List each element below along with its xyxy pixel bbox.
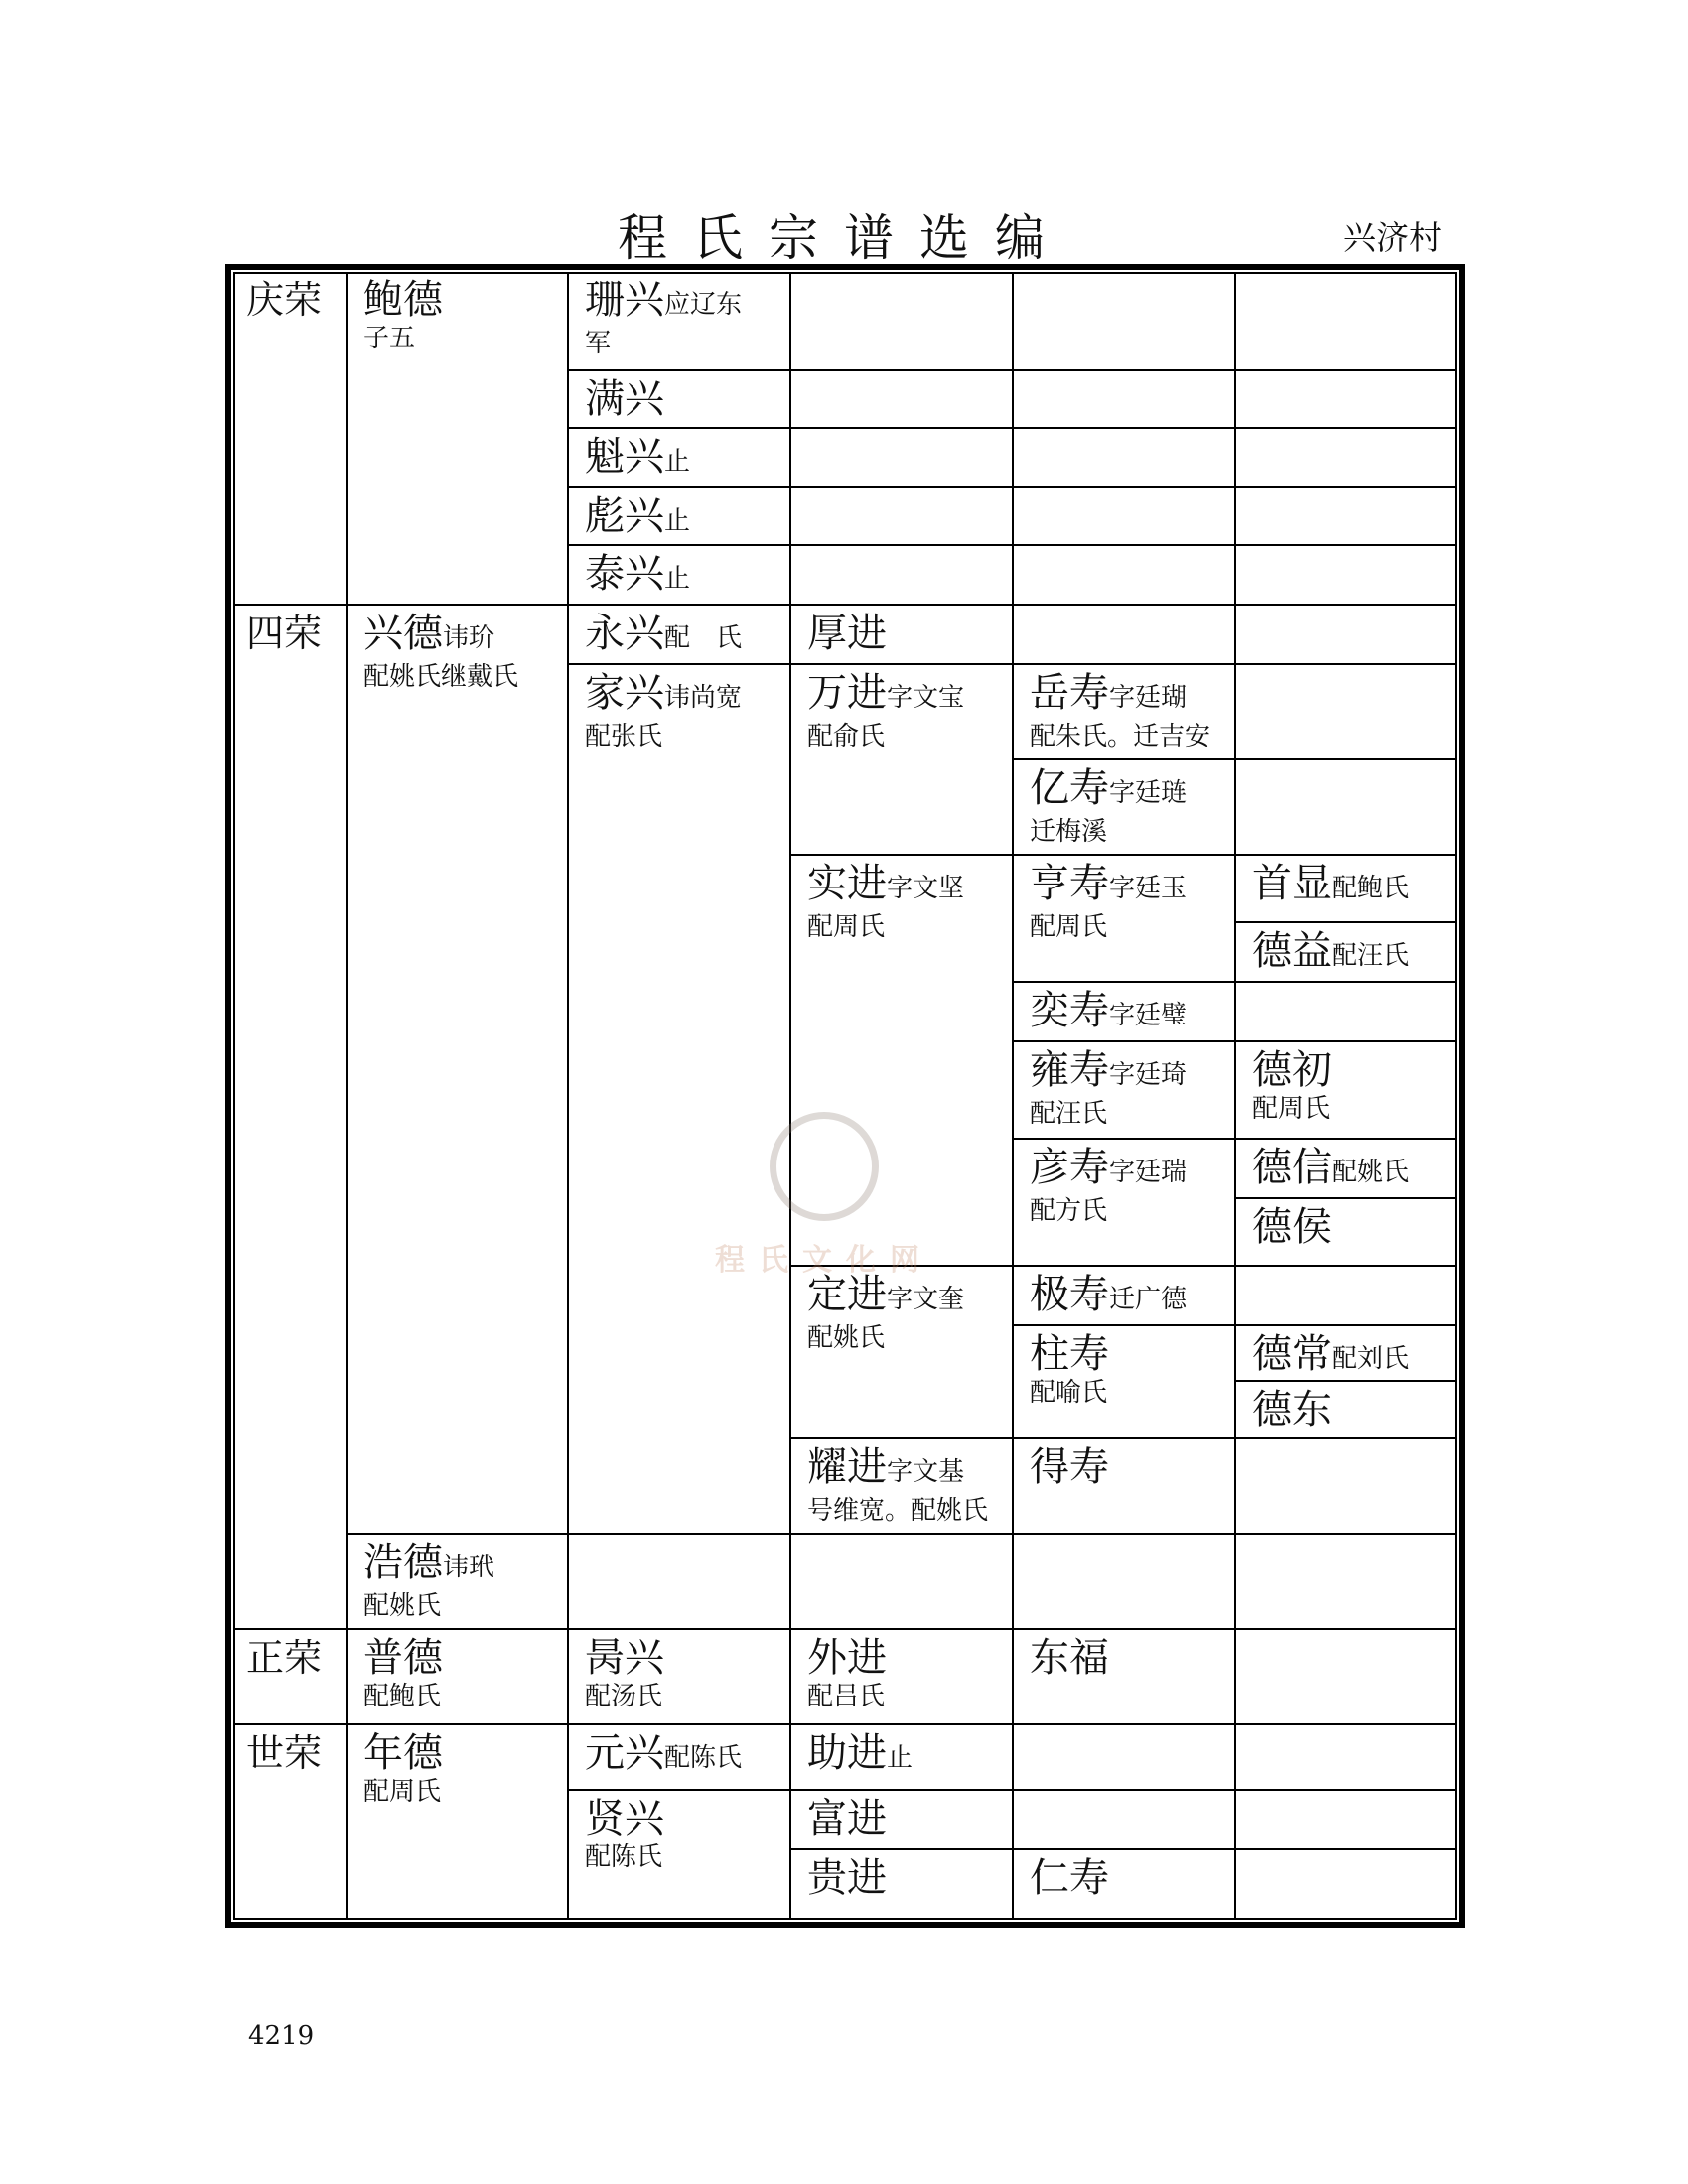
person-name: 耀进 <box>807 1444 887 1490</box>
person-entry <box>363 1636 443 1713</box>
person-note: 字文基 <box>887 1457 965 1487</box>
person-entry <box>1030 1332 1109 1410</box>
person-entry <box>1030 1445 1109 1489</box>
row-divider <box>233 1723 1457 1725</box>
person-entry <box>1030 1048 1187 1131</box>
person-name: 德信 <box>1252 1145 1332 1190</box>
page-number: 4219 <box>248 2021 315 2051</box>
person-entry <box>1252 1048 1332 1126</box>
column-divider <box>1234 272 1236 1920</box>
person-name: 富进 <box>807 1796 887 1842</box>
row-divider <box>1234 1197 1457 1199</box>
person-note: 配姚氏 <box>807 1323 886 1353</box>
person-note: 讳玳 <box>443 1553 495 1582</box>
row-divider <box>567 369 1457 371</box>
person-entry <box>807 1445 988 1528</box>
person-note: 字廷瑚 <box>1109 683 1188 713</box>
person-note: 配周氏 <box>1252 1094 1331 1124</box>
person-entry <box>1030 1636 1109 1680</box>
row-divider <box>1012 758 1457 760</box>
person-name: 奕寿 <box>1030 988 1109 1033</box>
person-entry <box>585 612 742 660</box>
person-entry <box>1252 929 1409 978</box>
person-note: 配鲍氏 <box>363 1682 442 1711</box>
person-name: 年德 <box>363 1730 443 1776</box>
person-note: 止 <box>664 447 691 477</box>
person-name: 岳寿 <box>1030 670 1109 716</box>
person-entry <box>807 862 964 944</box>
person-entry <box>363 1731 443 1809</box>
person-note: 字文坚 <box>887 874 965 903</box>
person-note: 应辽东 <box>664 290 743 320</box>
person-name: 亨寿 <box>1030 861 1109 906</box>
person-name: 彦寿 <box>1030 1145 1109 1190</box>
person-note: 号维宽。配姚氏 <box>807 1496 989 1526</box>
person-name: 德益 <box>1252 928 1332 974</box>
person-note: 字文宝 <box>887 683 965 713</box>
page-title: 程氏宗谱选编 <box>618 209 1070 267</box>
row-divider <box>1012 1324 1457 1326</box>
village-name: 兴济村 <box>1343 218 1442 257</box>
row-divider <box>1012 981 1457 983</box>
generation-label: 四荣 <box>246 612 323 655</box>
generation-label: 正荣 <box>246 1636 323 1680</box>
row-divider <box>789 1437 1457 1439</box>
person-note: 配张氏 <box>585 722 663 751</box>
row-divider <box>567 427 1457 429</box>
person-entry <box>585 1636 664 1713</box>
person-entry <box>1030 1273 1187 1321</box>
row-divider <box>567 663 1457 665</box>
person-note: 军 <box>585 329 612 358</box>
person-note: 配方氏 <box>1030 1196 1108 1226</box>
person-note: 讳玠 <box>443 623 495 653</box>
person-entry <box>1252 1388 1332 1432</box>
person-name: 万进 <box>807 670 887 716</box>
person-note: 配周氏 <box>807 912 886 942</box>
person-note: 配喻氏 <box>1030 1378 1108 1408</box>
row-divider <box>1012 1040 1457 1042</box>
person-entry <box>1030 1146 1187 1228</box>
person-name: 珊兴 <box>585 277 664 323</box>
person-name: 极寿 <box>1030 1272 1109 1317</box>
person-entry <box>585 552 690 601</box>
person-entry <box>585 1797 664 1874</box>
person-note: 字廷璧 <box>1109 1001 1188 1030</box>
person-name: 德东 <box>1252 1387 1332 1433</box>
person-entry <box>585 278 742 360</box>
person-name: 德常 <box>1252 1331 1332 1377</box>
person-name: 得寿 <box>1030 1444 1109 1490</box>
person-note: 配汪氏 <box>1030 1099 1108 1129</box>
person-entry <box>807 612 887 655</box>
person-note: 配朱氏。迁吉安 <box>1030 722 1211 751</box>
person-note: 迁广德 <box>1109 1285 1188 1314</box>
person-note: 配姚氏 <box>363 1591 442 1621</box>
person-note: 配姚氏继戴氏 <box>363 662 519 692</box>
row-divider <box>1012 1138 1457 1140</box>
person-entry <box>807 1731 913 1780</box>
person-note: 配周氏 <box>363 1777 442 1807</box>
person-entry <box>1030 766 1187 849</box>
person-note: 配姚氏 <box>1332 1158 1410 1187</box>
column-divider <box>789 272 791 1920</box>
person-note: 配汪氏 <box>1332 941 1410 971</box>
person-name: 贤兴 <box>585 1796 664 1842</box>
person-name: 东福 <box>1030 1635 1109 1681</box>
person-note: 字廷玉 <box>1109 874 1188 903</box>
person-note: 字文奎 <box>887 1285 965 1314</box>
person-entry <box>363 1541 494 1623</box>
person-entry <box>1030 989 1187 1037</box>
person-name: 首显 <box>1252 861 1332 906</box>
person-note: 配陈氏 <box>664 1743 743 1773</box>
person-entry <box>585 435 690 483</box>
row-divider <box>346 1533 1457 1535</box>
person-entry <box>807 1797 887 1841</box>
person-name: 外进 <box>807 1635 887 1681</box>
person-name: 定进 <box>807 1272 887 1317</box>
person-name: 仁寿 <box>1030 1855 1109 1901</box>
person-entry <box>1252 862 1409 910</box>
person-entry <box>1252 1205 1332 1249</box>
person-name: 普德 <box>363 1635 443 1681</box>
row-divider <box>233 604 1457 606</box>
person-name: 彪兴 <box>585 493 664 539</box>
person-note: 配陈氏 <box>585 1843 663 1872</box>
person-note: 配刘氏 <box>1332 1344 1410 1374</box>
person-name: 家兴 <box>585 670 664 716</box>
watermark-text: 程氏文化网 <box>715 1243 933 1278</box>
person-entry <box>1030 1856 1109 1900</box>
person-entry <box>807 1636 887 1713</box>
person-entry <box>807 1856 887 1900</box>
person-entry <box>1252 1146 1409 1194</box>
person-note: 配吕氏 <box>807 1682 886 1711</box>
person-entry <box>1030 862 1187 944</box>
person-name: 柱寿 <box>1030 1331 1109 1377</box>
person-name: 鲍德 <box>363 277 443 323</box>
person-note: 迁梅溪 <box>1030 817 1108 847</box>
person-name: 兴德 <box>363 611 443 656</box>
person-name: 昺兴 <box>585 1635 664 1681</box>
person-note: 配鲍氏 <box>1332 874 1410 903</box>
person-note: 止 <box>664 564 691 594</box>
person-name: 浩德 <box>363 1540 443 1585</box>
person-note: 配俞氏 <box>807 722 886 751</box>
row-divider <box>567 486 1457 488</box>
person-entry <box>363 612 518 694</box>
person-note: 字廷琏 <box>1109 778 1188 808</box>
person-note: 配周氏 <box>1030 912 1108 942</box>
row-divider <box>567 544 1457 546</box>
person-name: 元兴 <box>585 1730 664 1776</box>
person-entry <box>1252 1332 1409 1381</box>
generation-label: 世荣 <box>246 1731 323 1775</box>
person-name: 助进 <box>807 1730 887 1776</box>
person-name: 魁兴 <box>585 434 664 479</box>
person-entry <box>585 671 742 753</box>
person-name: 永兴 <box>585 611 664 656</box>
person-name: 雍寿 <box>1030 1047 1109 1093</box>
person-note: 止 <box>887 1743 914 1773</box>
person-note: 止 <box>664 506 691 536</box>
person-note: 讳尚宽 <box>664 683 743 713</box>
person-name: 厚进 <box>807 611 887 656</box>
person-entry <box>585 377 664 421</box>
person-note: 子五 <box>363 324 416 353</box>
person-name: 实进 <box>807 861 887 906</box>
person-entry <box>807 671 964 753</box>
column-divider <box>346 272 348 1920</box>
person-entry <box>585 494 690 543</box>
generation-label: 庆荣 <box>246 278 323 322</box>
person-note: 配汤氏 <box>585 1682 663 1711</box>
row-divider <box>1234 921 1457 923</box>
column-divider <box>1012 272 1014 1920</box>
column-divider <box>567 272 569 1920</box>
person-note: 字廷琦 <box>1109 1060 1188 1090</box>
person-entry <box>807 1273 964 1355</box>
row-divider <box>789 1848 1457 1850</box>
row-divider <box>233 1628 1457 1630</box>
row-divider <box>567 1789 1457 1791</box>
seal-icon <box>770 1112 879 1221</box>
person-name: 德侯 <box>1252 1204 1332 1250</box>
person-name: 贵进 <box>807 1855 887 1901</box>
person-name: 亿寿 <box>1030 765 1109 811</box>
row-divider <box>789 854 1457 856</box>
person-entry <box>363 278 443 355</box>
watermark <box>695 1112 953 1279</box>
person-name: 泰兴 <box>585 551 664 597</box>
person-name: 德初 <box>1252 1047 1332 1093</box>
person-entry <box>1030 671 1210 753</box>
person-note: 配 氏 <box>664 623 743 653</box>
person-note: 字廷瑞 <box>1109 1158 1188 1187</box>
person-name: 满兴 <box>585 376 664 422</box>
person-entry <box>585 1731 742 1780</box>
